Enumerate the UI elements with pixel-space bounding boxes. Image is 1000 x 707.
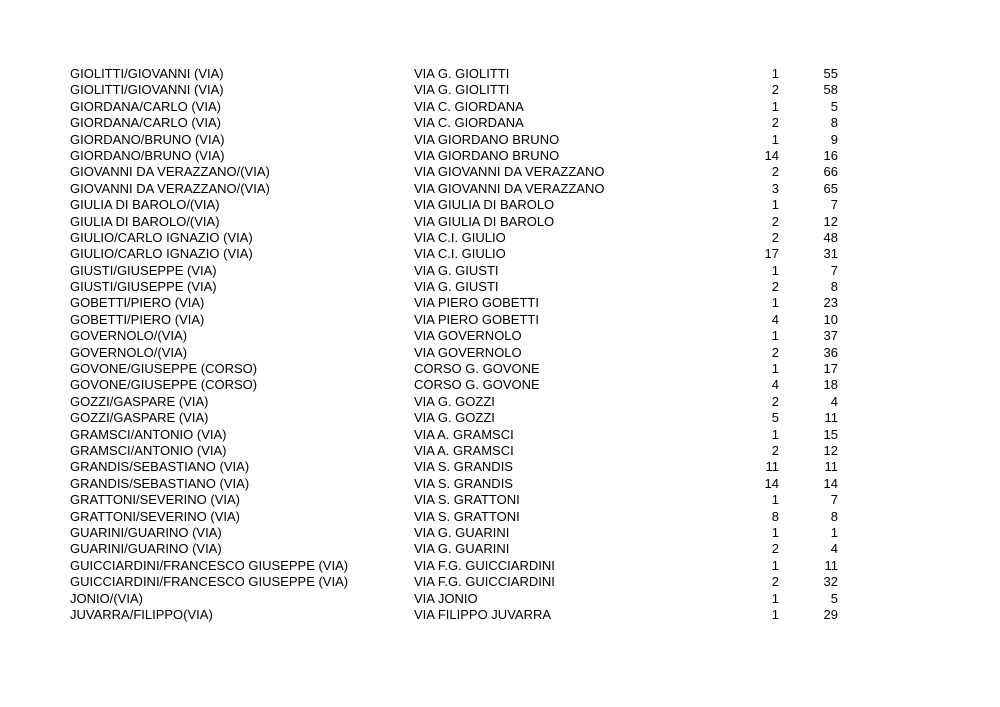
street-name-key: GOBETTI/PIERO (VIA) <box>70 295 205 311</box>
house-number-from: 1 <box>771 606 779 622</box>
street-official-name: VIA G. GIOLITTI <box>414 66 510 81</box>
street-name-key: GUICCIARDINI/FRANCESCO GIUSEPPE (VIA) <box>70 557 349 573</box>
table-row <box>0 328 1000 344</box>
house-number-from: 1 <box>771 98 779 114</box>
house-number-to: 11 <box>824 459 838 475</box>
street-official-name: VIA G. GIOLITTI <box>414 82 510 98</box>
house-number-from: 2 <box>771 541 779 557</box>
street-name-key: GIUSTI/GIUSEPPE (VIA) <box>70 262 217 278</box>
table-row <box>0 607 1000 623</box>
table-row <box>0 115 1000 131</box>
house-number-to: 12 <box>823 213 838 229</box>
house-number-to: 36 <box>823 344 838 360</box>
street-name-key: GRAMSCI/ANTONIO (VIA) <box>70 442 227 458</box>
table-row <box>0 476 1000 492</box>
street-name-key: GIOLITTI/GIOVANNI (VIA) <box>70 82 224 98</box>
street-official-name: VIA GIORDANO BRUNO <box>414 131 560 147</box>
street-name-key: GRATTONI/SEVERINO (VIA) <box>70 508 240 524</box>
street-official-name: VIA G. GIUSTI <box>414 262 499 278</box>
house-number-to: 66 <box>823 164 838 180</box>
street-official-name: VIA G. GUARINI <box>414 524 510 540</box>
house-number-from: 17 <box>764 246 779 262</box>
street-official-name: VIA GIULIA DI BAROLO <box>414 197 555 213</box>
house-number-from: 1 <box>771 557 779 573</box>
street-official-name: VIA S. GRANDIS <box>414 475 513 491</box>
house-number-to: 12 <box>823 442 838 458</box>
street-official-name: CORSO G. GOVONE <box>414 377 540 393</box>
table-row <box>0 541 1000 557</box>
house-number-from: 1 <box>771 197 779 213</box>
street-name-key: JONIO/(VIA) <box>70 590 143 606</box>
table-row <box>0 99 1000 115</box>
house-number-from: 1 <box>771 361 779 377</box>
house-number-to: 9 <box>830 131 838 147</box>
street-official-name: VIA A. GRAMSCI <box>414 426 514 442</box>
street-official-name: VIA GOVERNOLO <box>414 328 522 344</box>
house-number-to: 37 <box>823 328 838 344</box>
house-number-from: 2 <box>771 344 779 360</box>
table-row <box>0 246 1000 262</box>
street-official-name: VIA C.I. GIULIO <box>414 246 506 262</box>
house-number-from: 4 <box>771 377 779 393</box>
house-number-from: 2 <box>771 213 779 229</box>
house-number-to: 11 <box>824 410 838 426</box>
house-number-from: 14 <box>764 475 779 491</box>
street-name-key: GIORDANO/BRUNO (VIA) <box>70 131 225 147</box>
house-number-to: 8 <box>830 115 838 131</box>
street-name-key: GIULIA DI BAROLO/(VIA) <box>70 197 220 213</box>
house-number-to: 7 <box>830 492 838 508</box>
street-name-key: GRATTONI/SEVERINO (VIA) <box>70 492 240 508</box>
table-row <box>0 148 1000 164</box>
table-row <box>0 443 1000 459</box>
house-number-to: 29 <box>823 606 838 622</box>
table-row <box>0 279 1000 295</box>
street-name-key: GIOVANNI DA VERAZZANO/(VIA) <box>70 164 270 180</box>
street-official-name: VIA GIOVANNI DA VERAZZANO <box>414 164 605 180</box>
table-row <box>0 82 1000 98</box>
table-row <box>0 312 1000 328</box>
street-name-key: GRAMSCI/ANTONIO (VIA) <box>70 426 227 442</box>
street-name-key: GIORDANA/CARLO (VIA) <box>70 98 221 114</box>
table-row <box>0 492 1000 508</box>
table-row <box>0 132 1000 148</box>
street-official-name: VIA S. GRATTONI <box>414 508 520 524</box>
street-name-key: GOVERNOLO/(VIA) <box>70 328 188 344</box>
table-row <box>0 377 1000 393</box>
table-row <box>0 345 1000 361</box>
street-official-name: VIA A. GRAMSCI <box>414 442 514 458</box>
house-number-from: 11 <box>765 459 779 475</box>
house-number-to: 7 <box>830 197 838 213</box>
table-row <box>0 410 1000 426</box>
house-number-to: 4 <box>830 393 838 409</box>
street-official-name: VIA GOVERNOLO <box>414 344 522 360</box>
street-name-key: JUVARRA/FILIPPO(VIA) <box>70 606 213 622</box>
house-number-from: 2 <box>771 164 779 180</box>
street-official-name: VIA C.I. GIULIO <box>414 229 506 245</box>
house-number-from: 2 <box>771 115 779 131</box>
street-name-key: GIOVANNI DA VERAZZANO/(VIA) <box>70 180 270 196</box>
table-row <box>0 181 1000 197</box>
street-official-name: VIA C. GIORDANA <box>414 115 524 131</box>
house-number-to: 32 <box>823 574 838 590</box>
house-number-from: 1 <box>771 295 779 311</box>
house-number-from: 2 <box>771 574 779 590</box>
house-number-from: 14 <box>764 147 779 163</box>
house-number-to: 55 <box>823 66 838 81</box>
table-row <box>0 574 1000 590</box>
house-number-to: 8 <box>830 508 838 524</box>
street-official-name: VIA G. GOZZI <box>414 393 495 409</box>
street-official-name: VIA S. GRATTONI <box>414 492 520 508</box>
house-number-from: 2 <box>771 393 779 409</box>
house-number-to: 17 <box>823 361 838 377</box>
house-number-to: 5 <box>830 590 838 606</box>
house-number-from: 2 <box>771 229 779 245</box>
house-number-from: 8 <box>771 508 779 524</box>
street-name-key: GIULIO/CARLO IGNAZIO (VIA) <box>70 246 253 262</box>
table-row <box>0 263 1000 279</box>
street-name-key: GOVONE/GIUSEPPE (CORSO) <box>70 361 258 377</box>
house-number-from: 2 <box>771 442 779 458</box>
street-official-name: VIA GIORDANO BRUNO <box>414 147 560 163</box>
house-number-from: 4 <box>771 311 779 327</box>
street-name-key: GOVERNOLO/(VIA) <box>70 344 188 360</box>
street-name-key: GRANDIS/SEBASTIANO (VIA) <box>70 475 250 491</box>
house-number-from: 1 <box>771 262 779 278</box>
table-row <box>0 591 1000 607</box>
street-name-key: GIORDANA/CARLO (VIA) <box>70 115 221 131</box>
street-name-key: GIULIO/CARLO IGNAZIO (VIA) <box>70 229 253 245</box>
table-row <box>0 164 1000 180</box>
street-official-name: VIA FILIPPO JUVARRA <box>414 606 552 622</box>
house-number-to: 10 <box>823 311 838 327</box>
table-row <box>0 525 1000 541</box>
house-number-from: 3 <box>771 180 779 196</box>
street-name-key: GUICCIARDINI/FRANCESCO GIUSEPPE (VIA) <box>70 574 349 590</box>
house-number-to: 1 <box>830 524 838 540</box>
house-number-to: 23 <box>823 295 838 311</box>
street-name-key: GIUSTI/GIUSEPPE (VIA) <box>70 279 217 295</box>
table-row <box>0 459 1000 475</box>
street-official-name: VIA S. GRANDIS <box>414 459 513 475</box>
house-number-to: 15 <box>823 426 838 442</box>
street-official-name: CORSO G. GOVONE <box>414 361 540 377</box>
house-number-to: 58 <box>823 82 838 98</box>
street-index-table <box>0 66 1000 623</box>
table-row <box>0 394 1000 410</box>
house-number-to: 48 <box>823 229 838 245</box>
street-name-key: GOZZI/GASPARE (VIA) <box>70 393 209 409</box>
house-number-to: 7 <box>830 262 838 278</box>
house-number-from: 1 <box>771 131 779 147</box>
street-official-name: VIA G. GOZZI <box>414 410 495 426</box>
house-number-from: 1 <box>771 492 779 508</box>
table-row <box>0 509 1000 525</box>
house-number-to: 5 <box>830 98 838 114</box>
street-name-key: GOZZI/GASPARE (VIA) <box>70 410 209 426</box>
house-number-from: 1 <box>771 524 779 540</box>
house-number-to: 16 <box>823 147 838 163</box>
street-name-key: GIORDANO/BRUNO (VIA) <box>70 147 225 163</box>
house-number-from: 2 <box>771 82 779 98</box>
house-number-to: 8 <box>830 279 838 295</box>
house-number-from: 1 <box>771 66 779 81</box>
street-name-key: GUARINI/GUARINO (VIA) <box>70 541 222 557</box>
street-official-name: VIA F.G. GUICCIARDINI <box>414 574 555 590</box>
house-number-to: 31 <box>823 246 838 262</box>
street-official-name: VIA GIULIA DI BAROLO <box>414 213 555 229</box>
street-official-name: VIA F.G. GUICCIARDINI <box>414 557 555 573</box>
table-row <box>0 230 1000 246</box>
street-name-key: GOVONE/GIUSEPPE (CORSO) <box>70 377 258 393</box>
street-official-name: VIA G. GUARINI <box>414 541 510 557</box>
house-number-to: 11 <box>824 557 838 573</box>
house-number-to: 65 <box>823 180 838 196</box>
table-row <box>0 295 1000 311</box>
table-row <box>0 361 1000 377</box>
house-number-to: 18 <box>823 377 838 393</box>
house-number-from: 5 <box>771 410 779 426</box>
house-number-to: 14 <box>823 475 838 491</box>
house-number-to: 4 <box>830 541 838 557</box>
table-row <box>0 214 1000 230</box>
street-name-key: GIOLITTI/GIOVANNI (VIA) <box>70 66 224 81</box>
house-number-from: 1 <box>771 328 779 344</box>
street-official-name: VIA JONIO <box>414 590 478 606</box>
street-official-name: VIA GIOVANNI DA VERAZZANO <box>414 180 605 196</box>
street-official-name: VIA C. GIORDANA <box>414 98 524 114</box>
street-name-key: GUARINI/GUARINO (VIA) <box>70 524 222 540</box>
street-name-key: GRANDIS/SEBASTIANO (VIA) <box>70 459 250 475</box>
house-number-from: 1 <box>771 590 779 606</box>
street-name-key: GOBETTI/PIERO (VIA) <box>70 311 205 327</box>
table-row <box>0 197 1000 213</box>
table-row <box>0 558 1000 574</box>
house-number-from: 1 <box>771 426 779 442</box>
street-official-name: VIA G. GIUSTI <box>414 279 499 295</box>
table-row <box>0 427 1000 443</box>
house-number-from: 2 <box>771 279 779 295</box>
street-name-key: GIULIA DI BAROLO/(VIA) <box>70 213 220 229</box>
street-official-name: VIA PIERO GOBETTI <box>414 311 539 327</box>
table-row <box>0 66 1000 82</box>
street-official-name: VIA PIERO GOBETTI <box>414 295 539 311</box>
